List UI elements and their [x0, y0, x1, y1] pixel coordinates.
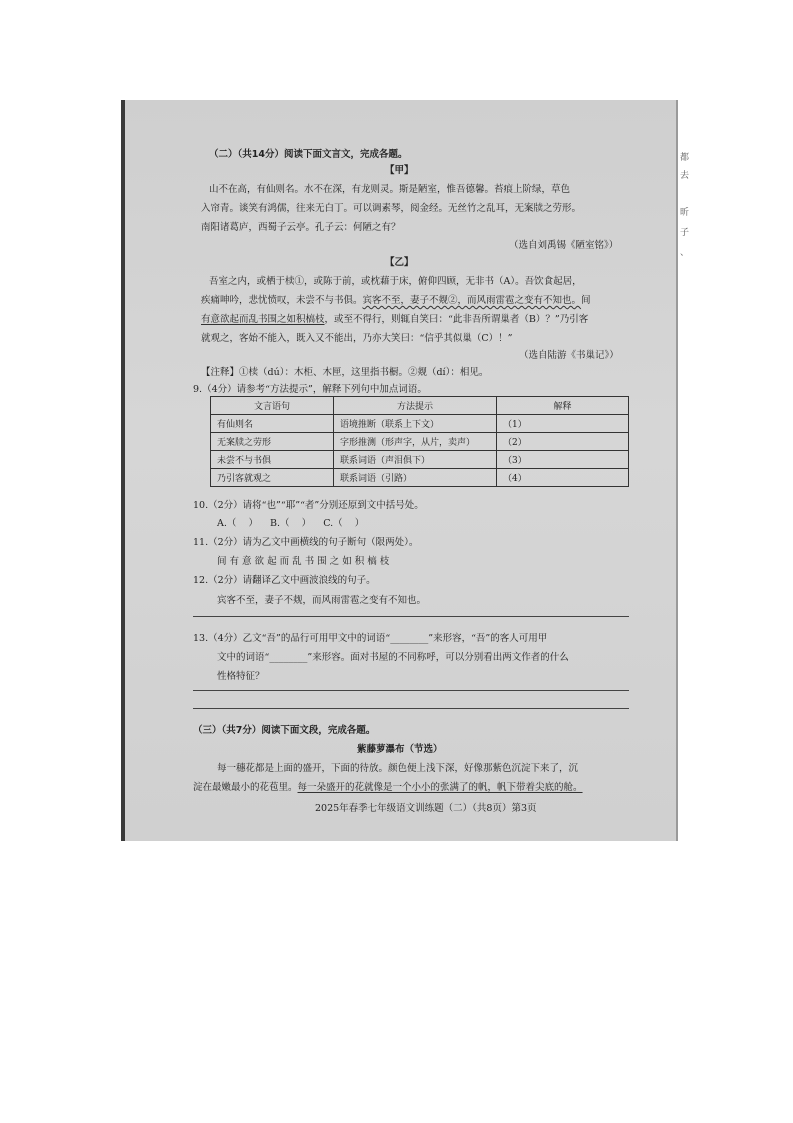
yi-line-3 [201, 311, 588, 325]
jia-source: （选自刘禹锡《陋室铭》） [509, 240, 619, 251]
section3-underlined-sentence: 每一朵盛开的花就像是一个小小的张满了的帆，帆下带着尖底的舱。 [297, 782, 583, 793]
q9-answer-cell[interactable]: （1） [497, 415, 629, 433]
yi-line-3-tail: ，或至不得行，则辄自笑曰：“此非吾所谓巢者（B）？”乃引客 [324, 314, 589, 325]
table-row [211, 415, 629, 433]
yi-line-4: 就观之，客始不能入，既入又不能出，乃亦大笑曰：“信乎其似巢（C）！” [201, 333, 513, 344]
margin-char: 子 [680, 228, 690, 238]
q10-options[interactable]: A.（ ） B.（ ） C.（ ） [217, 518, 365, 529]
margin-char: 昕 [680, 208, 690, 218]
q10-prompt: 10.（2分）请将“也”“耶”“者”分别还原到文中括号处。 [193, 500, 424, 511]
section3-line-2 [193, 779, 583, 793]
q9-header-row [211, 397, 629, 415]
exam-page-photo [121, 100, 678, 841]
section3-line-1: 每一穗花都是上面的盛开，下面的待放。颜色便上浅下深，好像那紫色沉淀下来了，沉 [217, 763, 579, 774]
q12-prompt: 12.（2分）请翻译乙文中画波浪线的句子。 [193, 575, 376, 586]
yi-title: 【乙】 [385, 257, 414, 268]
margin-char: 去 [680, 171, 690, 181]
margin-char: 都 [680, 153, 690, 163]
q11-sentence: 间 有 意 欲 起 而 乱 书 围 之 如 积 槁 枝 [217, 556, 390, 567]
q9-sentence-cell: 无案牍之劳形 [211, 433, 334, 451]
q9-table [210, 396, 629, 487]
margin-char: 、 [680, 248, 690, 258]
yi-line-2-tail: 间 [581, 295, 591, 306]
q9-method-cell: 字形推测（形声字，从片，卖声） [334, 433, 497, 451]
q9-answer-cell[interactable]: （2） [497, 433, 629, 451]
yi-line-2 [201, 292, 591, 306]
q9-method-cell: 联系词语（引路） [334, 469, 497, 487]
q9-method-cell: 联系词语（声泪俱下） [334, 451, 497, 469]
q9-prompt: 9.（4分）请参考“方法提示”，解释下列句中加点词语。 [193, 384, 427, 395]
q11-prompt: 11.（2分）请为乙文中画横线的句子断句（限两处）。 [193, 537, 419, 548]
q12-answer-line[interactable] [193, 616, 629, 617]
jia-line-1: 山不在高，有仙则名。水不在深，有龙则灵。斯是陋室，惟吾德馨。苔痕上阶绿，草色 [209, 184, 571, 195]
section3-heading: （三）（共7分）阅读下面文段，完成各题。 [193, 725, 376, 736]
q13-line-1: 13.（4分）乙文“吾”的品行可用甲文中的词语“________”来形容，“吾”的客人可用甲 [193, 633, 548, 644]
q13-line-3: 性格特征？ [217, 671, 265, 682]
q9-method-cell: 语境推断（联系上下文） [334, 415, 497, 433]
q9-sentence-cell: 有仙则名 [211, 415, 334, 433]
q13-answer-line-1[interactable] [193, 690, 629, 691]
annotation-note: 【注释】①椟（dú）：木柜、木匣，这里指书橱。②觌（dí）：相见。 [201, 367, 489, 378]
table-row [211, 451, 629, 469]
jia-title: 【甲】 [385, 165, 414, 176]
yi-wavy-sentence: 宾客不至，妻子不觌②，而风雨雷雹之变有不知也。 [362, 295, 582, 306]
q9-sentence-cell: 乃引客就观之 [211, 469, 334, 487]
yi-line-1: 吾室之内，或栖于椟①，或陈于前，或枕藉于床，俯仰四顾，无非书（A）。吾饮食起居， [209, 276, 582, 287]
yi-underlined-sentence: 有意欲起而乱书围之如积槁枝 [201, 314, 325, 325]
q9-answer-cell[interactable]: （4） [497, 469, 629, 487]
jia-line-3: 南阳诸葛庐，西蜀子云亭。孔子云：何陋之有？ [201, 222, 401, 233]
exam-content [121, 100, 678, 841]
section3-title: 紫藤萝瀑布（节选） [357, 744, 443, 755]
q12-sentence: 宾客不至，妻子不觌，而风雨雷雹之变有不知也。 [217, 595, 427, 606]
table-row [211, 469, 629, 487]
q13-answer-line-2[interactable] [193, 708, 629, 709]
table-row [211, 433, 629, 451]
q9-header-cell: 解释 [497, 397, 629, 415]
q13-line-2: 文中的词语“________”来形容。面对书屋的不同称呼，可以分别看出两文作者的什么 [217, 652, 569, 663]
yi-line-2-plain: 疾痛呻吟，悲忧愤叹，未尝不与书俱。 [201, 295, 363, 306]
q9-sentence-cell: 未尝不与书俱 [211, 451, 334, 469]
page-footer: 2025年春季七年级语文训练题（二）（共8页）第3页 [315, 803, 537, 814]
section2-heading: （二）（共14分）阅读下面文言文，完成各题。 [209, 149, 408, 160]
section3-line-2-plain: 淀在最嫩最小的花苞里。 [193, 782, 298, 793]
q9-header-cell: 文言语句 [211, 397, 334, 415]
q9-answer-cell[interactable]: （3） [497, 451, 629, 469]
yi-source: （选自陆游《书巢记》） [519, 350, 619, 361]
jia-line-2: 入帘青。谈笑有鸿儒，往来无白丁。可以调素琴，阅金经。无丝竹之乱耳，无案牍之劳形。 [201, 203, 582, 214]
q9-header-cell: 方法提示 [334, 397, 497, 415]
